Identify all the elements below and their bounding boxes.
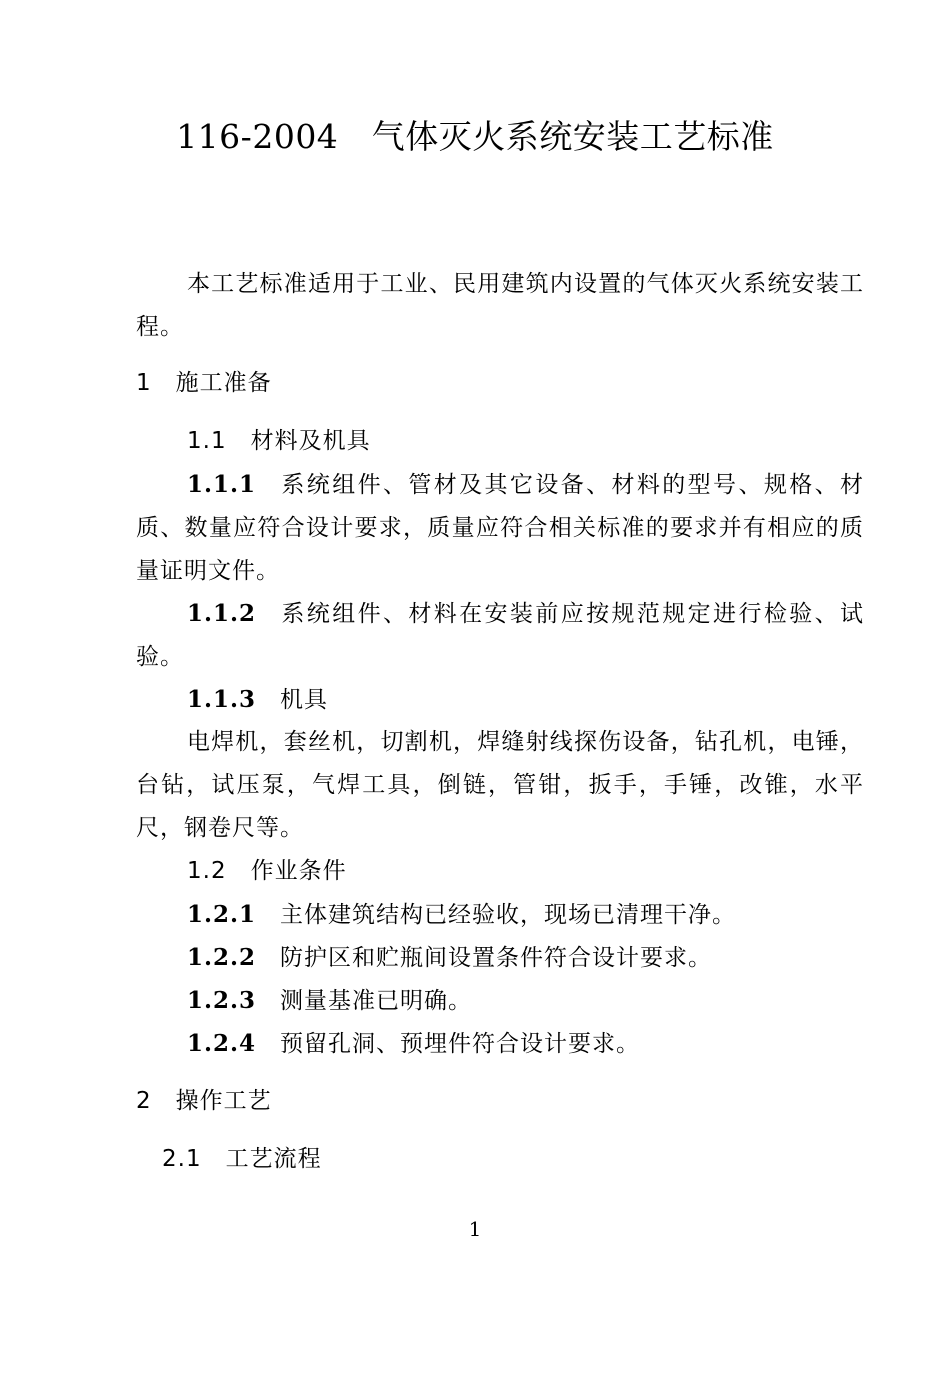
item-1-1-2-number: 1.1.2 xyxy=(187,600,257,627)
item-1-2-3-number: 1.2.3 xyxy=(187,987,257,1014)
item-1-2-3-text: 测量基准已明确。 xyxy=(280,988,473,1014)
section-2-number: 2 xyxy=(136,1088,152,1114)
item-1-2-4-text: 预留孔洞、预埋件符合设计要求。 xyxy=(280,1031,641,1057)
item-1-2-1-number: 1.2.1 xyxy=(187,901,257,928)
section-2-title: 操作工艺 xyxy=(175,1088,272,1114)
item-1-1-3-number: 1.1.3 xyxy=(187,686,257,713)
item-1-2-1-text: 主体建筑结构已经验收，现场已清理干净。 xyxy=(280,902,737,928)
section-1-title: 施工准备 xyxy=(175,370,272,396)
item-1-2-1 xyxy=(187,893,736,937)
section-1-heading xyxy=(136,362,272,405)
item-1-2-3 xyxy=(187,979,472,1023)
tools-list: 电焊机，套丝机，切割机，焊缝射线探伤设备，钻孔机，电锤，台钻，试压泵，气焊工具，倒链，管钳，扳手，手锤，改锥，水平尺，钢卷尺等。 xyxy=(136,729,864,841)
item-1-1-3 xyxy=(187,678,328,722)
section-1-1-heading xyxy=(187,420,371,463)
section-1-1-number: 1.1 xyxy=(187,428,227,454)
item-1-2-2 xyxy=(187,936,712,980)
item-1-2-4-number: 1.2.4 xyxy=(187,1030,257,1057)
item-1-1-2-text: 系统组件、材料在安装前应按规范规定进行检验、试验。 xyxy=(136,601,864,670)
item-1-1-3-text: 机具 xyxy=(280,687,329,713)
section-1-2-number: 1.2 xyxy=(187,858,227,884)
item-1-1-1-number: 1.1.1 xyxy=(187,471,257,498)
page-number: 1 xyxy=(468,1217,482,1241)
section-2-heading xyxy=(136,1080,272,1123)
item-1-2-2-number: 1.2.2 xyxy=(187,944,257,971)
page-title: 116-2004 气体灭火系统安装工艺标准 xyxy=(176,117,774,156)
item-1-1-2 xyxy=(136,592,864,679)
item-1-1-1-text: 系统组件、管材及其它设备、材料的型号、规格、材质、数量应符合设计要求，质量应符合相关标准的要求并有相应的质量证明文件。 xyxy=(136,472,864,584)
section-1-2-title: 作业条件 xyxy=(250,858,347,884)
item-1-2-4 xyxy=(187,1022,640,1066)
section-2-1-heading xyxy=(162,1138,322,1181)
section-1-1-title: 材料及机具 xyxy=(250,428,371,454)
intro-paragraph: 本工艺标准适用于工业、民用建筑内设置的气体灭火系统安装工程。 xyxy=(136,271,864,340)
section-1-number: 1 xyxy=(136,370,152,396)
section-2-1-title: 工艺流程 xyxy=(225,1146,322,1172)
section-2-1-number: 2.1 xyxy=(162,1146,202,1172)
item-1-1-1 xyxy=(136,463,864,593)
section-1-2-heading xyxy=(187,850,347,893)
item-1-2-2-text: 防护区和贮瓶间设置条件符合设计要求。 xyxy=(280,945,713,971)
